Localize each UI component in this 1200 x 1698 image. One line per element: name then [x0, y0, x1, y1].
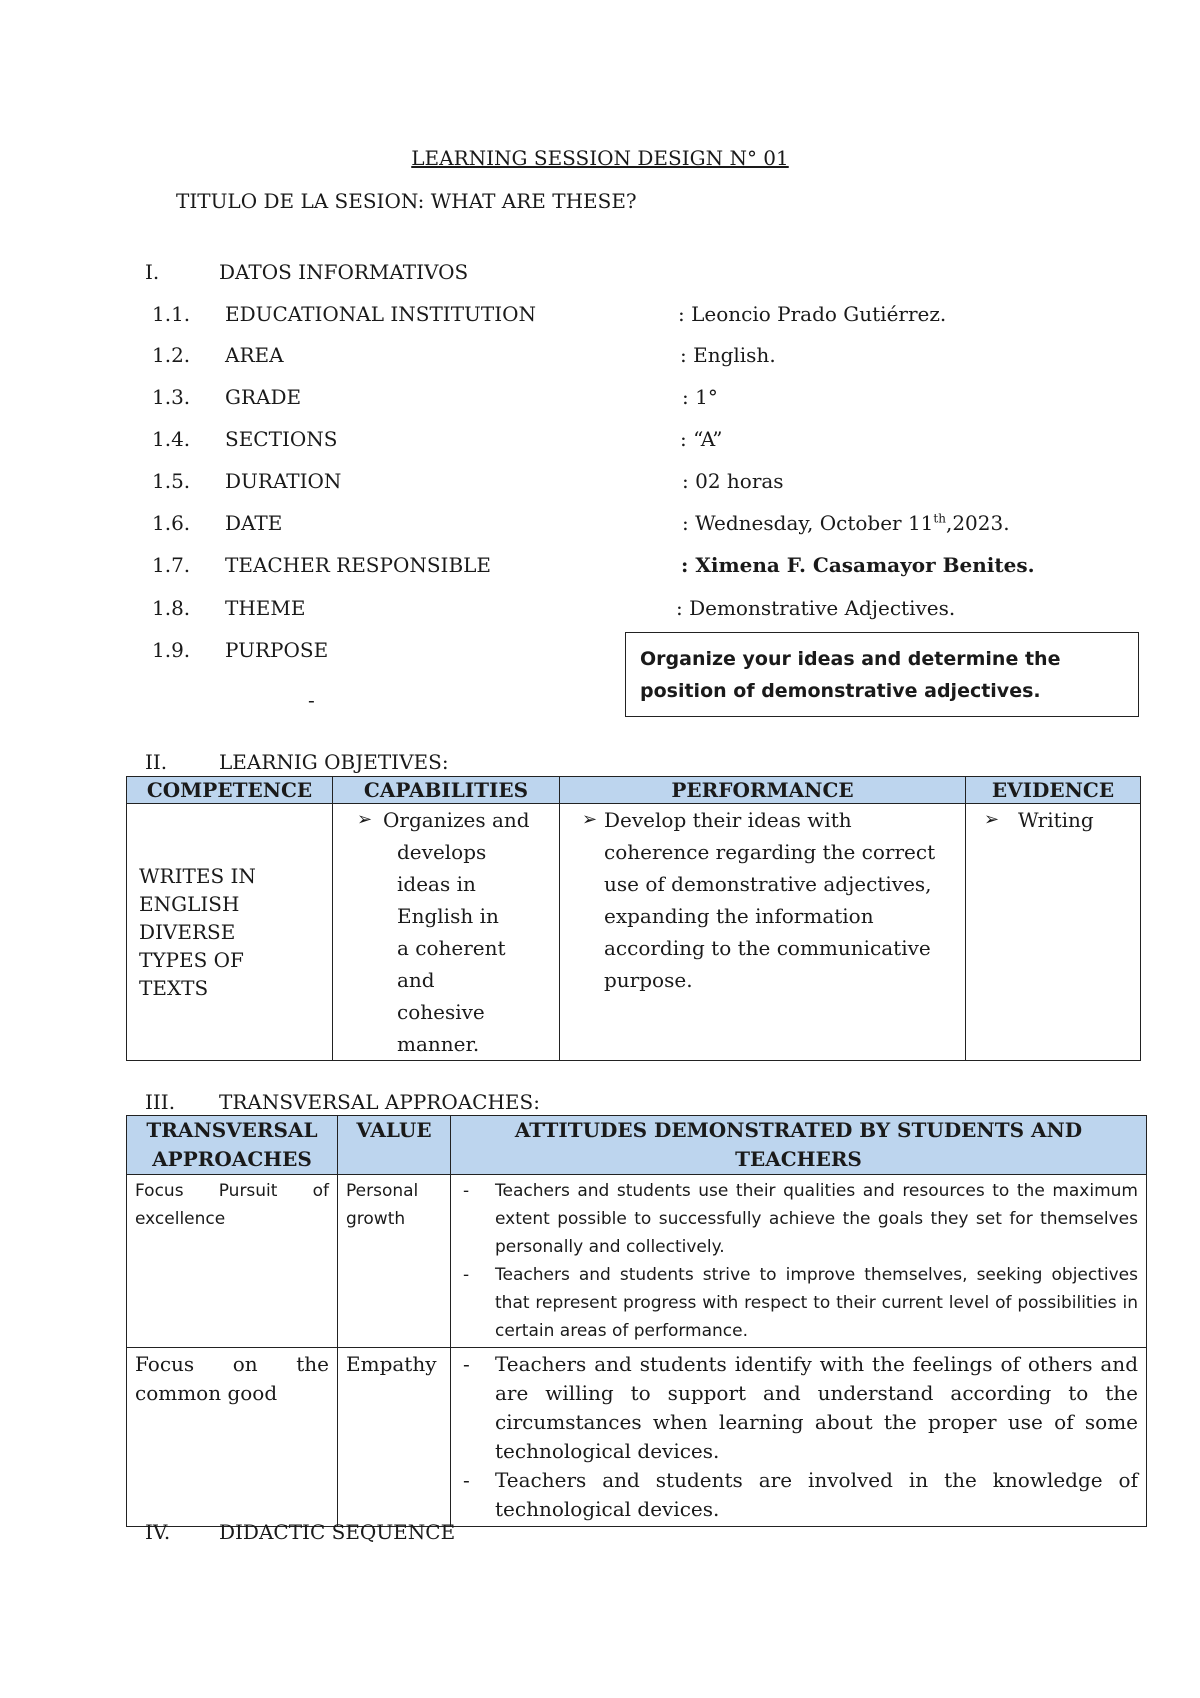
table-header-row	[127, 777, 1141, 804]
header-attitudes: ATTITUDES DEMONSTRATED BY STUDENTS AND TEACHERS	[451, 1116, 1147, 1175]
performance-cell	[560, 804, 966, 1061]
section-number: II.	[145, 750, 168, 774]
capabilities-first-word: Organizes and	[383, 808, 530, 832]
info-label: SECTIONS	[225, 427, 338, 451]
date-year: ,2023.	[945, 511, 1010, 535]
section-heading-didactic	[145, 1520, 455, 1544]
info-number: 1.5.	[152, 469, 191, 493]
section-title: DIDACTIC SEQUENCE	[219, 1520, 456, 1544]
info-number: 1.9.	[152, 638, 191, 662]
attitude-text: Teachers and students use their qualities and resources to the maximum extent possible to successfully achieve the goals they set for themselves personally and collectively.	[495, 1181, 1138, 1257]
info-label: AREA	[225, 343, 284, 367]
section-title: DATOS INFORMATIVOS	[219, 260, 469, 284]
dash-bullet: -	[463, 1265, 470, 1285]
info-label: THEME	[225, 596, 306, 620]
capabilities-cell	[333, 804, 560, 1061]
header-competence: COMPETENCE	[127, 777, 333, 804]
info-row-duration	[152, 469, 1052, 499]
info-row-teacher	[152, 553, 1052, 583]
attitude-text: Teachers and students are involved in the knowledge of technological devices.	[495, 1468, 1138, 1521]
purpose-box: Organize your ideas and determine the position of demonstrative adjectives.	[625, 632, 1139, 717]
info-number: 1.4.	[152, 427, 191, 451]
evidence-text: Writing	[1018, 808, 1094, 832]
info-label: DATE	[225, 511, 283, 535]
info-value	[682, 511, 1010, 535]
performance-item	[568, 804, 957, 996]
attitude-text: Teachers and students identify with the feelings of others and are willing to support and understand according to the circumstances when learning about the proper use of some technological devices.	[495, 1352, 1138, 1463]
info-value: : English.	[680, 343, 776, 367]
bullet-arrow-icon: ➢	[582, 809, 598, 830]
info-value: : 1°	[682, 385, 718, 409]
table-row	[127, 804, 1141, 1061]
capabilities-item	[341, 804, 551, 1060]
info-row-sections	[152, 427, 1052, 457]
info-dash: -	[308, 688, 315, 712]
approach-cell: Focus Pursuit of excellence	[127, 1175, 338, 1348]
bullet-arrow-icon: ➢	[984, 809, 1000, 830]
info-number: 1.6.	[152, 511, 191, 535]
section-title: LEARNIG OBJETIVES:	[219, 750, 449, 774]
header-performance: PERFORMANCE	[560, 777, 966, 804]
info-row-grade	[152, 385, 1052, 415]
info-value: : “A”	[680, 427, 723, 451]
info-value: : Leoncio Prado Gutiérrez.	[678, 302, 947, 326]
capabilities-text: develops ideas in English in a coherent and cohesive manner.	[397, 840, 506, 1056]
transversal-table	[126, 1115, 1147, 1527]
bullet-arrow-icon: ➢	[357, 809, 373, 830]
section-heading-objectives	[145, 750, 449, 774]
info-number: 1.3.	[152, 385, 191, 409]
info-value: : Demonstrative Adjectives.	[676, 596, 956, 620]
attitude-item	[459, 1261, 1138, 1345]
attitude-item	[459, 1177, 1138, 1261]
header-transversal-approaches: TRANSVERSAL APPROACHES	[127, 1116, 338, 1175]
info-label: GRADE	[225, 385, 302, 409]
info-number: 1.8.	[152, 596, 191, 620]
section-heading-transversal	[145, 1090, 540, 1114]
competence-cell	[127, 804, 333, 1061]
objectives-table	[126, 776, 1141, 1061]
section-number: IV.	[145, 1520, 171, 1544]
info-number: 1.1.	[152, 302, 191, 326]
section-number: III.	[145, 1090, 176, 1114]
dash-bullet: -	[463, 1352, 470, 1376]
info-number: 1.2.	[152, 343, 191, 367]
section-number: I.	[145, 260, 160, 284]
info-label: TEACHER RESPONSIBLE	[225, 553, 492, 577]
dash-bullet: -	[463, 1468, 470, 1492]
table-row	[127, 1348, 1147, 1527]
header-capabilities: CAPABILITIES	[333, 777, 560, 804]
info-row-institution	[152, 302, 1052, 332]
info-row-theme	[152, 596, 1052, 626]
dash-bullet: -	[463, 1181, 470, 1201]
attitude-item	[459, 1350, 1138, 1466]
table-row	[127, 1175, 1147, 1348]
attitude-text: Teachers and students strive to improve themselves, seeking objectives that represent progress with respect to their current level of possibilities in certain areas of performance.	[495, 1265, 1138, 1341]
section-title: TRANSVERSAL APPROACHES:	[219, 1090, 540, 1114]
attitudes-cell	[451, 1348, 1147, 1527]
info-row-area	[152, 343, 1052, 373]
info-value: : Ximena F. Casamayor Benites.	[681, 553, 1035, 577]
competence-text: WRITES IN ENGLISH DIVERSE TYPES OF TEXTS	[139, 864, 256, 1000]
info-value: : 02 horas	[682, 469, 784, 493]
section-heading-datos	[145, 260, 468, 284]
value-cell: Personal growth	[338, 1175, 451, 1348]
date-text: : Wednesday, October 11	[682, 511, 934, 535]
info-label: PURPOSE	[225, 638, 329, 662]
info-row-date	[152, 511, 1052, 541]
attitude-item	[459, 1466, 1138, 1524]
performance-text: Develop their ideas with coherence regarding the correct use of demonstrative adjectives, expanding the information according to the communicative purpose.	[604, 808, 936, 992]
info-number: 1.7.	[152, 553, 191, 577]
info-label: DURATION	[225, 469, 342, 493]
info-label: EDUCATIONAL INSTITUTION	[225, 302, 537, 326]
header-value: VALUE	[338, 1116, 451, 1175]
approach-cell: Focus on the common good	[127, 1348, 338, 1527]
attitudes-cell	[451, 1175, 1147, 1348]
evidence-cell	[966, 804, 1141, 1061]
document-title: LEARNING SESSION DESIGN N° 01	[411, 146, 789, 170]
header-evidence: EVIDENCE	[966, 777, 1141, 804]
session-title: TITULO DE LA SESION: WHAT ARE THESE?	[176, 189, 637, 213]
table-header-row	[127, 1116, 1147, 1175]
evidence-item	[974, 804, 1132, 836]
value-cell: Empathy	[338, 1348, 451, 1527]
date-superscript: th	[933, 511, 946, 526]
